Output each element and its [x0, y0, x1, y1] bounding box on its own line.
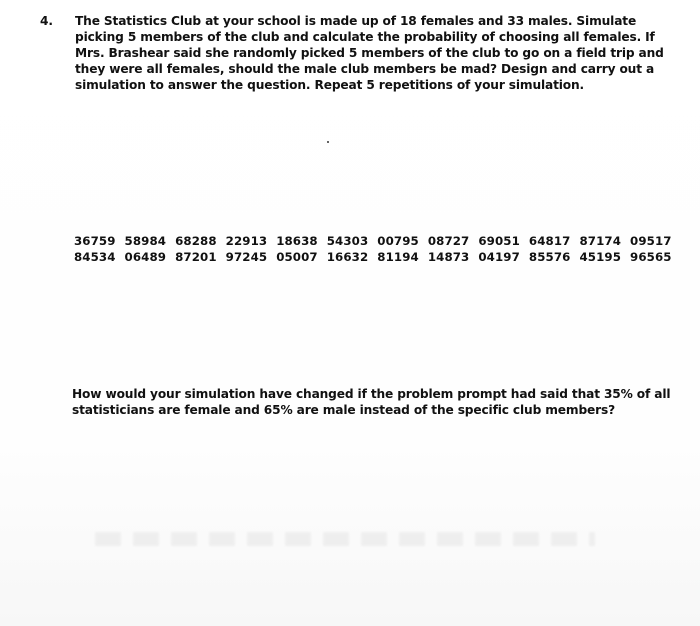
digit-group: 84534 — [74, 250, 116, 264]
digit-group: 08727 — [427, 234, 470, 248]
digit-group: 22913 — [225, 234, 268, 248]
question-text: The Statistics Club at your school is made up of 18 females and 33 males. Simulate picking 5 members of the club and calculate the probability of choosing all females. If Mrs. Brashear said she randomly picked 5 members of the club to go on a field trip and they were all females, should the male club members be mad? Design and carry out a simulation to answer the question. Repeat 5 repetitions of your simulation. — [75, 14, 664, 92]
digit-group: 85576 — [528, 250, 571, 264]
digit-group: 04197 — [478, 250, 520, 264]
digit-group: 87201 — [175, 250, 217, 264]
random-digit-row-1 — [74, 233, 672, 249]
digit-group: 18638 — [276, 234, 318, 248]
bleed-through-shadow — [95, 532, 595, 546]
digit-group: 87174 — [579, 234, 622, 248]
digit-group: 16632 — [326, 250, 369, 264]
digit-group: 00795 — [377, 234, 419, 248]
digit-group: 09517 — [630, 234, 672, 248]
digit-group: 54303 — [326, 234, 369, 248]
digit-group: 36759 — [74, 234, 116, 248]
random-digit-row-2 — [74, 249, 672, 265]
stray-mark — [327, 141, 329, 143]
digit-group: 97245 — [225, 250, 268, 264]
digit-group: 58984 — [124, 234, 167, 248]
digit-group: 45195 — [579, 250, 622, 264]
question-number: 4. — [40, 14, 53, 28]
followup-question: How would your simulation have changed if the problem prompt had said that 35% of all statisticians are female and 65% are male instead of the specific club members? — [72, 387, 671, 417]
digit-group: 64817 — [528, 234, 571, 248]
digit-group: 69051 — [478, 234, 520, 248]
digit-group: 96565 — [630, 250, 672, 264]
digit-group: 81194 — [377, 250, 419, 264]
digit-group: 68288 — [175, 234, 217, 248]
question-4 — [40, 13, 682, 93]
random-digit-table — [74, 233, 672, 265]
digit-group: 14873 — [427, 250, 470, 264]
digit-group: 05007 — [276, 250, 318, 264]
digit-group: 06489 — [124, 250, 167, 264]
